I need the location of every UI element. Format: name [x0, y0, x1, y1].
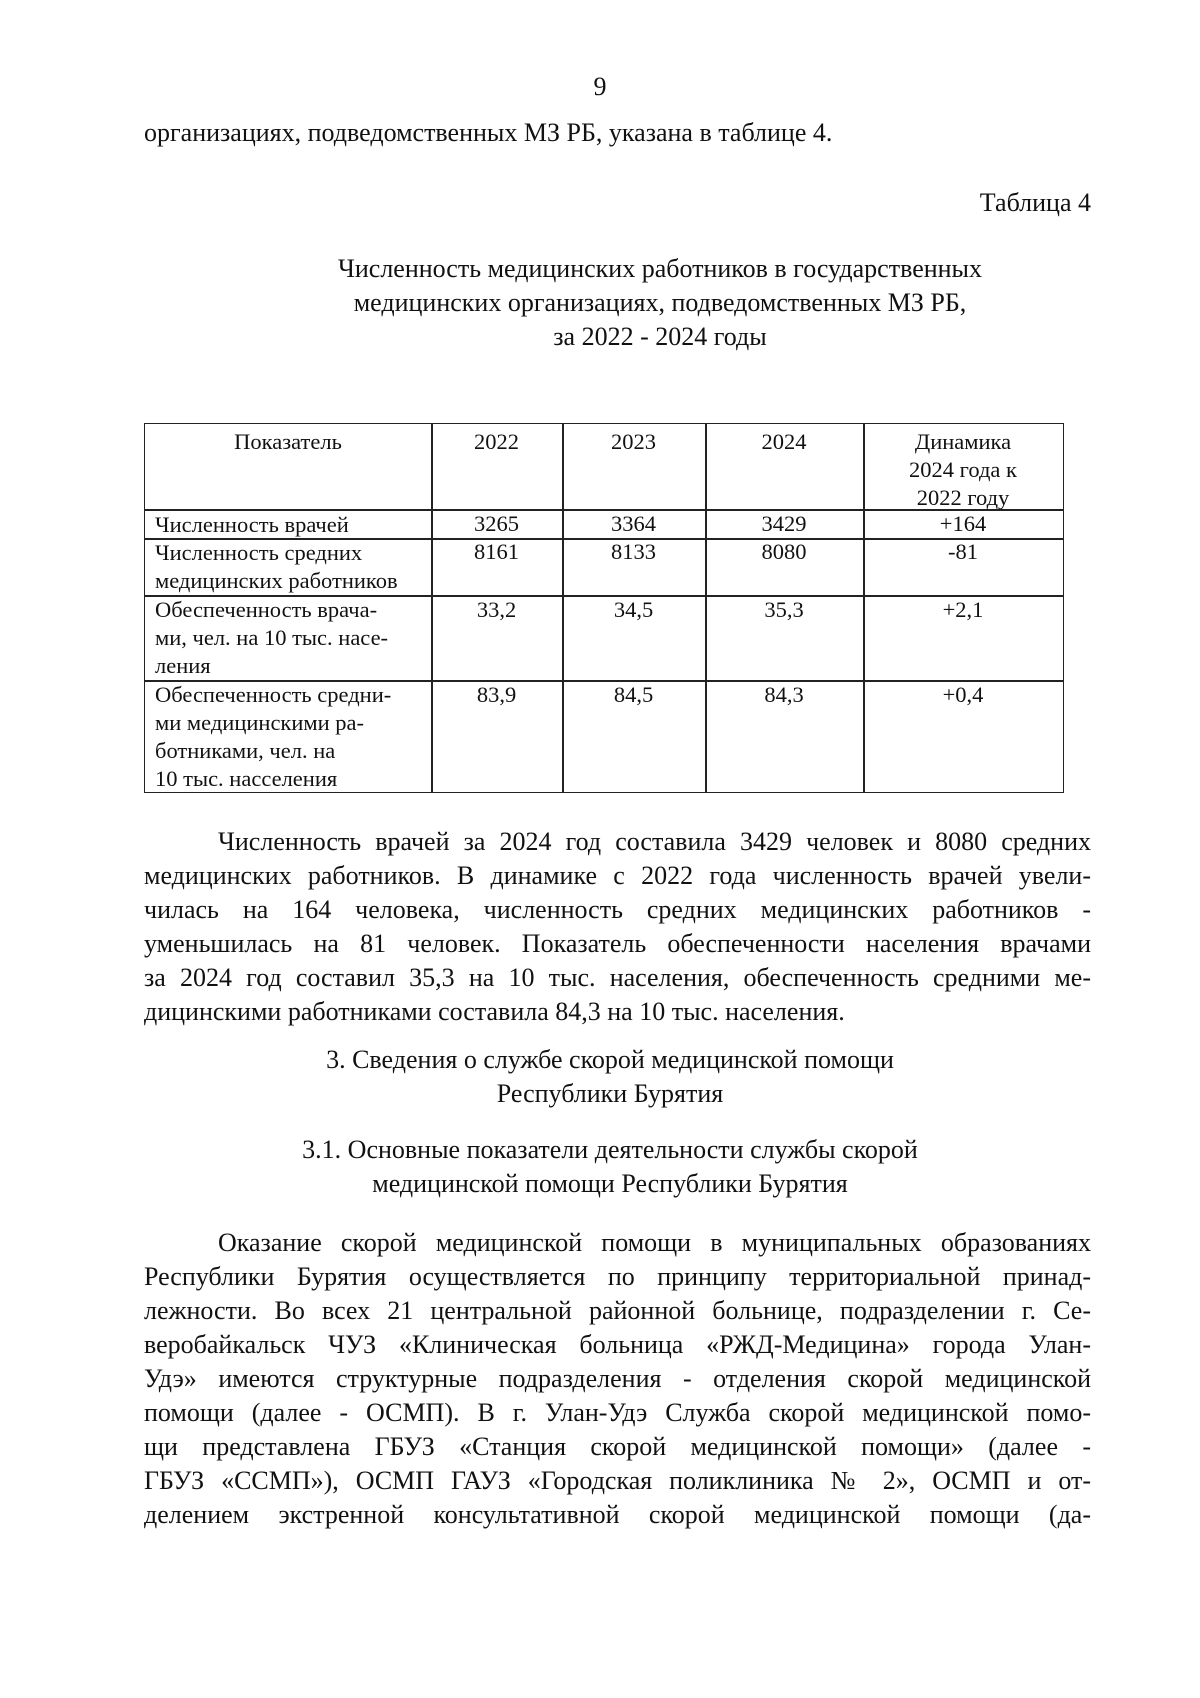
- table-cell: -81: [948, 539, 978, 564]
- table-label: Таблица 4: [979, 188, 1091, 217]
- row-label-doctors: Численность врачей: [155, 512, 349, 537]
- table-cell: 3364: [611, 511, 656, 536]
- header-2022: 2022: [474, 429, 519, 454]
- table-title: [200, 252, 1120, 354]
- row-label-line: 10 тыс. насселения: [155, 766, 338, 791]
- paragraph-line: дицинскими работниками составила 84,3 на 10 тыс. населения.: [144, 997, 845, 1026]
- subsection-heading: [150, 1133, 1070, 1201]
- row-label-line: медицинских работников: [155, 568, 398, 593]
- intro-line: организациях, подведомственных МЗ РБ, указана в таблице 4.: [144, 118, 833, 147]
- header-dynamics: [863, 428, 1063, 512]
- header-2023: 2023: [611, 429, 656, 454]
- paragraph-line: ГБУЗ «ССМП»), ОСМП ГАУЗ «Городская поликлиника № 2», ОСМП и от-: [144, 1466, 1091, 1495]
- table-cell: +0,4: [942, 682, 984, 707]
- paragraph-line: Удэ» имеются структурные подразделения - отделения скорой медицинской: [144, 1364, 1091, 1393]
- paragraph-line: Оказание скорой медицинской помощи в муниципальных образованиях: [218, 1228, 1091, 1257]
- paragraph-line: чилась на 164 человека, численность средних медицинских работников -: [144, 895, 1091, 924]
- paragraph-line: за 2024 год составил 35,3 на 10 тыс. населения, обеспеченность средними ме-: [144, 963, 1091, 992]
- paragraph-line: лежности. Во всех 21 центральной районной больнице, подразделении г. Се-: [144, 1296, 1091, 1325]
- row-label-line: Обеспеченность врача-: [155, 597, 378, 622]
- table-cell: 8080: [761, 539, 807, 564]
- table-cell: 3265: [474, 511, 519, 536]
- header-2024: 2024: [761, 429, 807, 454]
- header-dynamics-line: 2022 году: [916, 485, 1010, 510]
- paragraph-line: Республики Бурятия осуществляется по принципу территориальной принад-: [144, 1262, 1091, 1291]
- row-label-nurse-availability: [155, 681, 391, 793]
- subsection-heading-line: 3.1. Основные показатели деятельности службы скорой: [302, 1135, 918, 1164]
- paragraph-line: уменьшилась на 81 человек. Показатель обеспеченности населения врачами: [144, 929, 1091, 958]
- paragraph-line: помощи (далее - ОСМП). В г. Улан-Удэ Служба скорой медицинской помо-: [144, 1398, 1091, 1427]
- table-cell: 34,5: [613, 597, 654, 622]
- table-title-line: Численность медицинских работников в государственных: [337, 254, 983, 283]
- header-dynamics-line: Динамика: [914, 429, 1012, 454]
- header-dynamics-line: 2024 года к: [909, 457, 1017, 482]
- paragraph-line: Численность врачей за 2024 год составила 3429 человек и 8080 средних: [218, 827, 1091, 856]
- summary-paragraph: [144, 825, 1091, 1029]
- section-heading-line: 3. Сведения о службе скорой медицинской помощи: [326, 1045, 894, 1074]
- section-heading: [150, 1043, 1070, 1111]
- paragraph-line: щи представлена ГБУЗ «Станция скорой медицинской помощи» (далее -: [144, 1432, 1091, 1461]
- table-title-line: медицинских организациях, подведомственных МЗ РБ,: [353, 288, 967, 317]
- paragraph-line: медицинских работников. В динамике с 2022 года численность врачей увели-: [144, 861, 1091, 890]
- row-label-nurses: [155, 539, 398, 595]
- paragraph-line: делением экстренной консультативной скорой медицинской помощи (да-: [144, 1500, 1091, 1529]
- table-cell: 8161: [474, 539, 519, 564]
- table-cell: 84,3: [764, 682, 804, 707]
- row-label-line: ления: [155, 653, 211, 678]
- ambulance-paragraph: [144, 1226, 1091, 1532]
- table-cell: 3429: [761, 511, 807, 536]
- table-cell: 35,3: [764, 597, 804, 622]
- table-title-line: за 2022 - 2024 годы: [553, 322, 767, 351]
- row-label-line: ботниками, чел. на: [155, 738, 336, 763]
- paragraph-line: веробайкальск ЧУЗ «Клиническая больница «РЖД-Медицина» города Улан-: [144, 1330, 1091, 1359]
- table-cell: 33,2: [476, 597, 517, 622]
- row-label-doctor-availability: [155, 596, 388, 680]
- table-cell: +2,1: [942, 597, 984, 622]
- row-label-line: ми медицинскими ра-: [155, 710, 365, 735]
- table-cell: 8133: [611, 539, 656, 564]
- section-heading-line: Республики Бурятия: [496, 1079, 724, 1108]
- table-cell: +164: [939, 511, 987, 536]
- subsection-heading-line: медицинской помощи Республики Бурятия: [372, 1169, 848, 1198]
- page-number: 9: [593, 72, 607, 101]
- staff-table: [144, 423, 1064, 793]
- header-indicator: Показатель: [234, 429, 342, 454]
- row-label-line: Обеспеченность средни-: [155, 682, 392, 707]
- table-cell: 83,9: [476, 682, 517, 707]
- row-label-line: ми, чел. на 10 тыс. насе-: [155, 625, 389, 650]
- row-label-line: Численность средних: [155, 540, 363, 565]
- table-cell: 84,5: [613, 682, 654, 707]
